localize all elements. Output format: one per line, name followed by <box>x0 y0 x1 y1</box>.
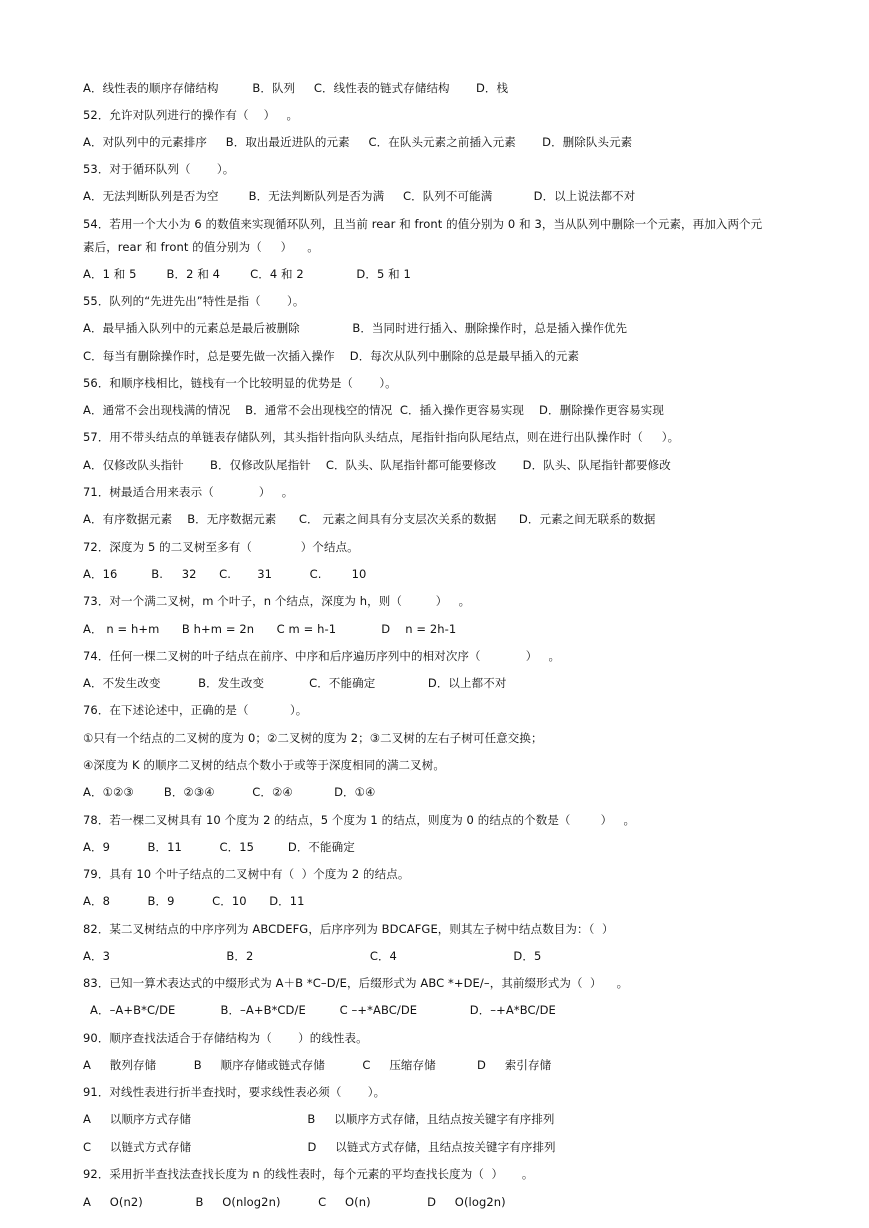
text-line: A．通常不会出现栈满的情况 B．通常不会出现栈空的情况 C．插入操作更容易实现 D．删除操作更容易实现 <box>83 403 664 417</box>
text-line: 91．对线性表进行折半查找时，要求线性表必须（ ）。 <box>83 1085 386 1099</box>
text-line: 素后，rear 和 front 的值分别为（ ） 。 <box>83 240 319 254</box>
text-line: A．无法判断队列是否为空 B．无法判断队列是否为满 C．队列不可能满 D．以上说法都不对 <box>83 189 636 203</box>
text-line: 74．任何一棵二叉树的叶子结点在前序、中序和后序遍历序列中的相对次序（ ） 。 <box>83 649 561 663</box>
text-line: 71．树最适合用来表示（ ） 。 <box>83 485 294 499</box>
text-line: A．1 和 5 B．2 和 4 C．4 和 2 D．5 和 1 <box>83 267 411 281</box>
text-line: 79．具有 10 个叶子结点的二叉树中有（ ）个度为 2 的结点。 <box>83 867 410 881</box>
text-line: A． n = h+m B h+m = 2n C m = h-1 D n = 2h-1 <box>83 622 457 636</box>
text-line: 92．采用折半查找法查找长度为 n 的线性表时，每个元素的平均查找长度为（ ） 。 <box>83 1167 534 1181</box>
text-line: A．9 B．11 C．15 D．不能确定 <box>83 840 355 854</box>
text-line: A．仅修改队头指针 B．仅修改队尾指针 C．队头、队尾指针都可能要修改 D．队头、队尾指针都要修改 <box>83 458 671 472</box>
text-line: 83．已知一算术表达式的中缀形式为 A＋B *C–D/E，后缀形式为 ABC *+DE/–，其前缀形式为（ ） 。 <box>83 976 629 990</box>
text-line: A 以顺序方式存储 B 以顺序方式存储，且结点按关键字有序排列 <box>83 1112 555 1126</box>
text-line: ④深度为 K 的顺序二叉树的结点个数小于或等于深度相同的满二叉树。 <box>83 758 445 772</box>
text-line: 72．深度为 5 的二叉树至多有（ ）个结点。 <box>83 540 359 554</box>
text-line: A．①②③ B．②③④ C．②④ D．①④ <box>83 785 376 799</box>
text-line: A．不发生改变 B．发生改变 C．不能确定 D．以上都不对 <box>83 676 507 690</box>
text-line: A．–A+B*C/DE B．–A+B*CD/E C –+*ABC/DE D．–+A*BC/DE <box>90 1003 556 1017</box>
text-line: 76．在下述论述中，正确的是（ ）。 <box>83 703 308 717</box>
text-line: 56．和顺序栈相比，链栈有一个比较明显的优势是（ ）。 <box>83 376 397 390</box>
text-line: ①只有一个结点的二叉树的度为 0；②二叉树的度为 2；③二叉树的左右子树可任意交换； <box>83 731 543 745</box>
text-line: A O(n2) B O(nlog2n) C O(n) D O(log2n) <box>83 1195 506 1209</box>
text-line: 82．某二叉树结点的中序序列为 ABCDEFG，后序序列为 BDCAFGE，则其左子树中结点数目为：（ ） <box>83 922 614 936</box>
text-line: A．最早插入队列中的元素总是最后被删除 B．当同时进行插入、删除操作时，总是插入操作优先 <box>83 321 628 335</box>
text-line: C 以链式方式存储 D 以链式方式存储，且结点按关键字有序排列 <box>83 1140 556 1154</box>
text-line: A 散列存储 B 顺序存储或链式存储 C 压缩存储 D 索引存储 <box>83 1058 552 1072</box>
text-line: A．8 B．9 C．10 D．11 <box>83 894 305 908</box>
text-line: C．每当有删除操作时，总是要先做一次插入操作 D．每次从队列中删除的总是最早插入的元素 <box>83 349 580 363</box>
text-line: 90．顺序查找法适合于存储结构为（ ）的线性表。 <box>83 1031 368 1045</box>
text-line: A．线性表的顺序存储结构 B．队列 C．线性表的链式存储结构 D．栈 <box>83 81 509 95</box>
text-line: 54．若用一个大小为 6 的数值来实现循环队列，且当前 rear 和 front 的值分别为 0 和 3，当从队列中删除一个元素，再加入两个元 <box>83 217 763 231</box>
text-line: A．对队列中的元素排序 B．取出最近进队的元素 C．在队头元素之前插入元素 D．删除队头元素 <box>83 135 633 149</box>
text-line: 53．对于循环队列（ ）。 <box>83 162 235 176</box>
text-line: 55．队列的“先进先出”特性是指（ ）。 <box>83 294 305 308</box>
text-line: 73．对一个满二叉树，m 个叶子，n 个结点，深度为 h，则（ ） 。 <box>83 594 471 608</box>
text-line: A．16 B. 32 C. 31 C. 10 <box>83 567 367 581</box>
text-line: A．3 B．2 C．4 D．5 <box>83 949 542 963</box>
text-line: 78．若一棵二叉树具有 10 个度为 2 的结点，5 个度为 1 的结点，则度为 0 的结点的个数是（ ） 。 <box>83 813 636 827</box>
text-line: 52．允许对队列进行的操作有（ ） 。 <box>83 108 299 122</box>
text-line: A．有序数据元素 B．无序数据元素 C． 元素之间具有分支层次关系的数据 D．元素之间无联系的数据 <box>83 512 656 526</box>
text-line: 57．用不带头结点的单链表存储队列，其头指针指向队头结点，尾指针指向队尾结点，则在进行出队操作时（ ）。 <box>83 430 680 444</box>
